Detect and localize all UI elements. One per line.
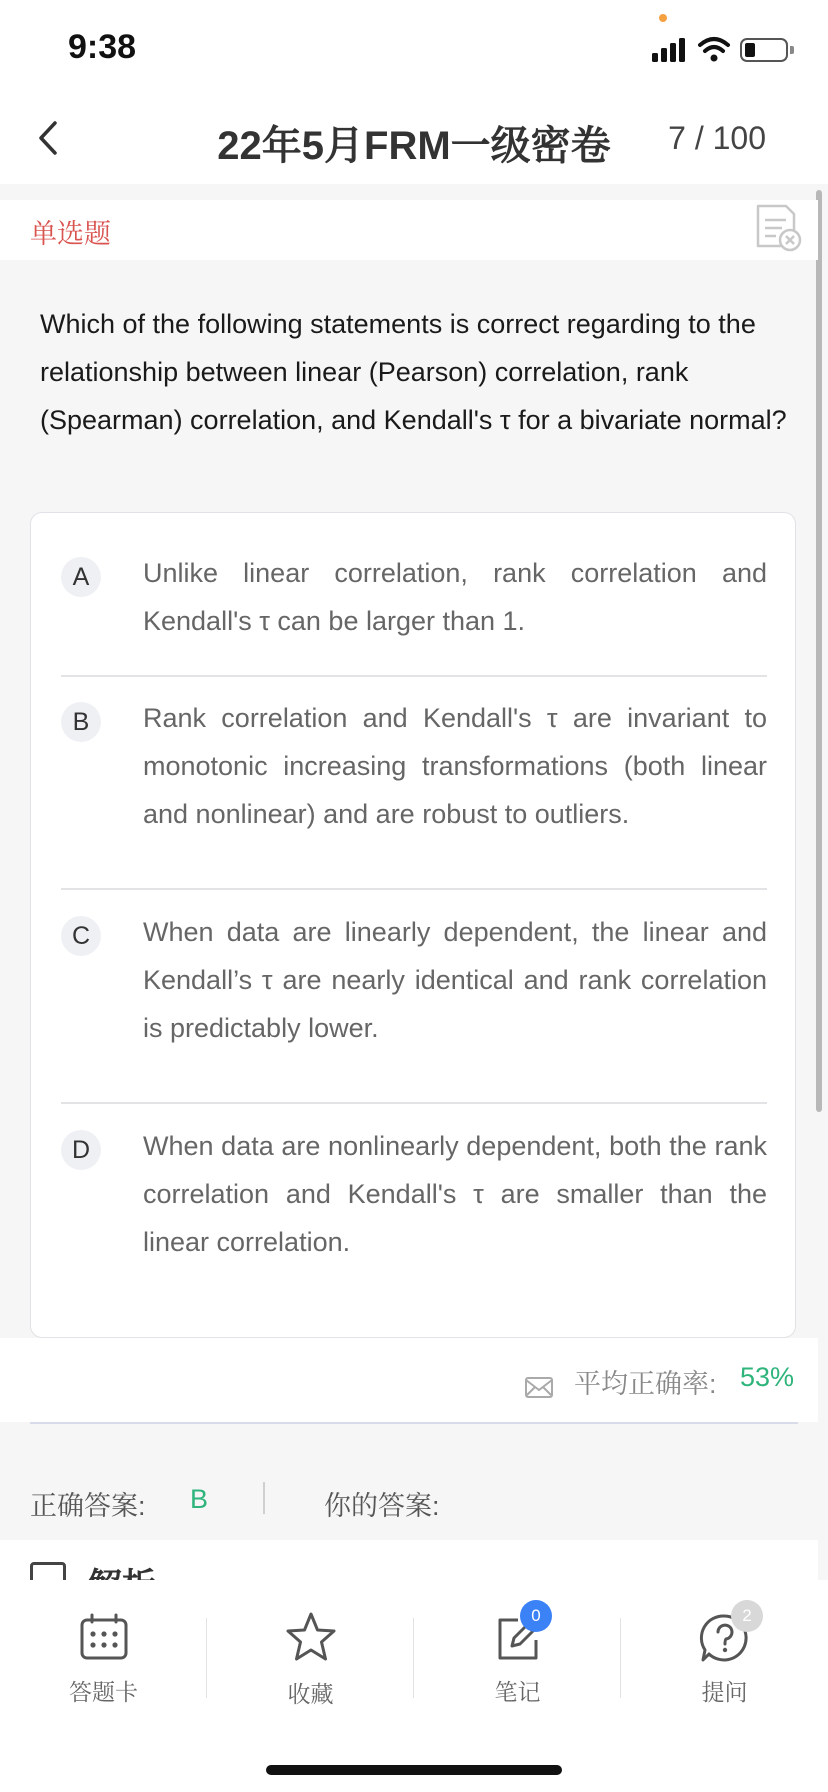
average-accuracy-label: 平均正确率: — [574, 1369, 717, 1399]
tab-favorite[interactable] — [207, 1602, 414, 1707]
average-accuracy-value: 53% — [740, 1362, 795, 1392]
analysis-header — [0, 1540, 818, 1580]
section-divider — [30, 1422, 798, 1424]
options-card — [30, 512, 796, 1338]
nav-bar — [0, 92, 828, 184]
accuracy-row — [0, 1338, 818, 1422]
correct-answer-label: 正确答案: — [30, 1491, 146, 1521]
option-text: When data are linearly dependent, the linear and Kendall’s τ are nearly identical and rank correlation is predictably lower. — [143, 917, 767, 1043]
tab-label: 收藏 — [287, 1681, 334, 1707]
questions-badge: 2 — [731, 1600, 763, 1632]
scrollbar[interactable] — [816, 190, 822, 1112]
tab-notes[interactable] — [414, 1602, 621, 1705]
your-answer-label: 你的答案: — [324, 1491, 440, 1521]
home-indicator — [266, 1765, 562, 1775]
tab-label: 答题卡 — [69, 1679, 138, 1705]
privacy-indicator-dot — [659, 14, 667, 22]
option-text: Rank correlation and Kendall's τ are invariant to monotonic increasing transformations (both linear and nonlinear) and are robust to outliers. — [143, 703, 767, 829]
question-type-label: 单选题 — [30, 219, 111, 249]
wifi-icon — [698, 36, 730, 62]
answer-separator — [263, 1482, 265, 1514]
report-error-icon[interactable] — [752, 202, 804, 254]
option-text: Unlike linear correlation, rank correlation and Kendall's τ can be larger than 1. — [143, 558, 767, 636]
status-time: 9:38 — [68, 28, 137, 66]
answer-row — [0, 1454, 818, 1540]
mail-icon — [524, 1374, 554, 1400]
option-divider — [61, 675, 767, 677]
question-text: Which of the following statements is correct regarding to the relationship between linear (Pearson) correlation, rank (Spearman) correlation, and Kendall's τ for a bivariate normal? — [40, 309, 787, 435]
answer-card-icon — [76, 1610, 132, 1666]
question-type-row — [0, 200, 818, 260]
tab-label: 笔记 — [494, 1679, 541, 1705]
star-icon — [283, 1610, 339, 1666]
battery-tip — [790, 46, 794, 54]
question-progress: 7 / 100 — [668, 120, 766, 156]
cellular-signal-icon — [652, 38, 686, 62]
bottom-tab-bar — [0, 1580, 828, 1792]
page-title: 22年5月FRM一级密卷 — [217, 124, 611, 168]
tab-label: 提问 — [701, 1679, 748, 1705]
option-letter: D — [61, 1130, 101, 1170]
option-divider — [61, 1102, 767, 1104]
option-letter: B — [61, 702, 101, 742]
option-letter: C — [61, 916, 101, 956]
option-letter: A — [61, 557, 101, 597]
option-text: When data are nonlinearly dependent, both the rank correlation and Kendall's τ are smaller than the linear correlation. — [143, 1131, 767, 1257]
option-divider — [61, 888, 767, 890]
correct-answer-value: B — [190, 1484, 209, 1514]
back-button[interactable] — [28, 114, 68, 162]
battery-icon — [740, 38, 788, 62]
tab-ask[interactable] — [621, 1602, 828, 1705]
notes-badge: 0 — [520, 1600, 552, 1632]
chevron-left-icon — [37, 120, 59, 156]
tab-answer-card[interactable] — [0, 1602, 207, 1705]
status-bar — [0, 0, 828, 92]
